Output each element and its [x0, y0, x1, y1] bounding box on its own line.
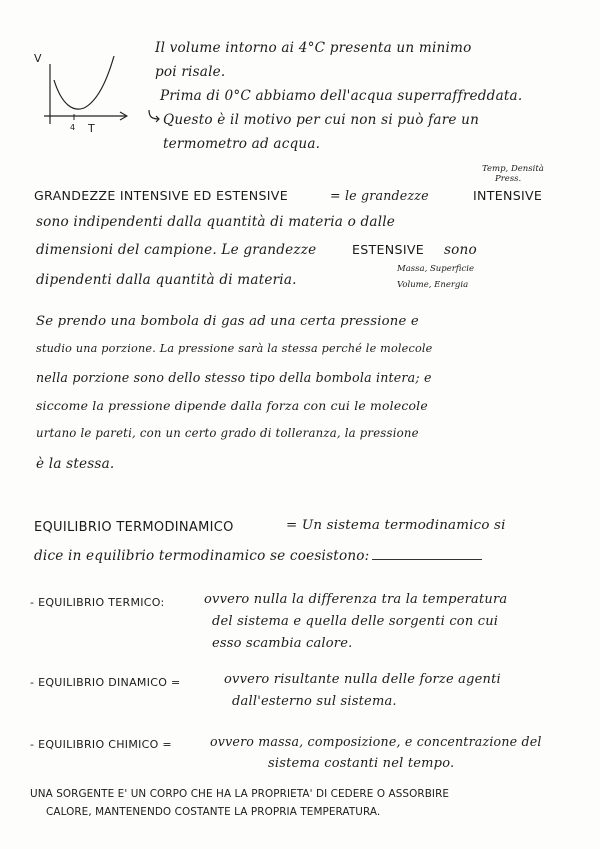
termico-label: - EQUILIBRIO TERMICO:: [30, 596, 165, 609]
bombola-line-4: siccome la pressione dipende dalla forza con cui le molecole: [36, 398, 428, 413]
grandezze-title: GRANDEZZE INTENSIVE ED ESTENSIVE: [34, 188, 288, 203]
volume-temperature-graph: [34, 44, 134, 132]
sorgente-line-1: UNA SORGENTE E' UN CORPO CHE HA LA PROPRIETA' DI CEDERE O ASSORBIRE: [30, 788, 450, 800]
dinamico-line-2: dall'esterno sul sistema.: [232, 694, 397, 709]
grandezze-title-tail: = le grandezze: [330, 188, 429, 203]
equilibrio-title: EQUILIBRIO TERMODINAMICO: [34, 520, 234, 535]
x-axis-label: T: [88, 122, 95, 132]
grandezze-intensive-word: INTENSIVE: [473, 188, 543, 203]
bombola-line-6: è la stessa.: [36, 456, 115, 472]
termico-line-3: esso scambia calore.: [212, 636, 353, 651]
equilibrio-line-2: [34, 548, 482, 564]
blank-underline: [372, 549, 482, 560]
chimico-label: - EQUILIBRIO CHIMICO =: [30, 738, 172, 751]
bombola-line-5: urtano le pareti, con un certo grado di tolleranza, la pressione: [36, 426, 419, 440]
arrow-icon: [146, 108, 162, 124]
equilibrio-title-tail: = Un sistema termodinamico si: [286, 518, 506, 533]
x-tick-label: 4: [70, 123, 76, 132]
termico-line-2: del sistema e quella delle sorgenti con cui: [212, 614, 499, 629]
intro-line-4: Questo è il motivo per cui non si può fare un: [163, 112, 480, 128]
sorgente-line-2: CALORE, MANTENENDO COSTANTE LA PROPRIA TEMPERATURA.: [46, 806, 381, 818]
bombola-line-3: nella porzione sono dello stesso tipo della bombola intera; e: [36, 370, 432, 385]
termico-line-1: ovvero nulla la differenza tra la temperatura: [204, 592, 508, 607]
dinamico-line-1: ovvero risultante nulla delle forze agenti: [224, 672, 501, 687]
side-note-estensive-1: Massa, Superficie: [397, 264, 474, 274]
bombola-line-1: Se prendo una bombola di gas ad una certa pressione e: [36, 314, 419, 329]
intro-line-3: Prima di 0°C abbiamo dell'acqua superraffreddata.: [160, 88, 523, 104]
grandezze-line-4: dipendenti dalla quantità di materia.: [36, 272, 297, 288]
grandezze-estensive-word: ESTENSIVE: [352, 242, 425, 257]
chimico-line-1: ovvero massa, composizione, e concentrazione del: [210, 734, 542, 749]
grandezze-line-3a: dimensioni del campione. Le grandezze: [36, 242, 317, 258]
dinamico-label: - EQUILIBRIO DINAMICO =: [30, 676, 181, 689]
side-note-intensive-1: Temp, Densità: [482, 164, 544, 174]
equilibrio-line-2-text: dice in equilibrio termodinamico se coesistono:: [34, 548, 370, 564]
side-note-estensive-2: Volume, Energia: [397, 280, 469, 290]
chimico-line-2: sistema costanti nel tempo.: [268, 756, 455, 771]
grandezze-line-2: sono indipendenti dalla quantità di materia o dalle: [36, 214, 396, 230]
intro-line-2: poi risale.: [155, 64, 226, 80]
intro-line-1: Il volume intorno ai 4°C presenta un minimo: [155, 40, 472, 56]
y-axis-label: V: [34, 52, 42, 65]
side-note-intensive-2: Press.: [495, 174, 522, 184]
grandezze-line-3c: sono: [444, 242, 477, 258]
bombola-line-2: studio una porzione. La pressione sarà la stessa perché le molecole: [36, 342, 433, 355]
volume-curve: [54, 56, 114, 109]
intro-line-5: termometro ad acqua.: [163, 136, 321, 152]
